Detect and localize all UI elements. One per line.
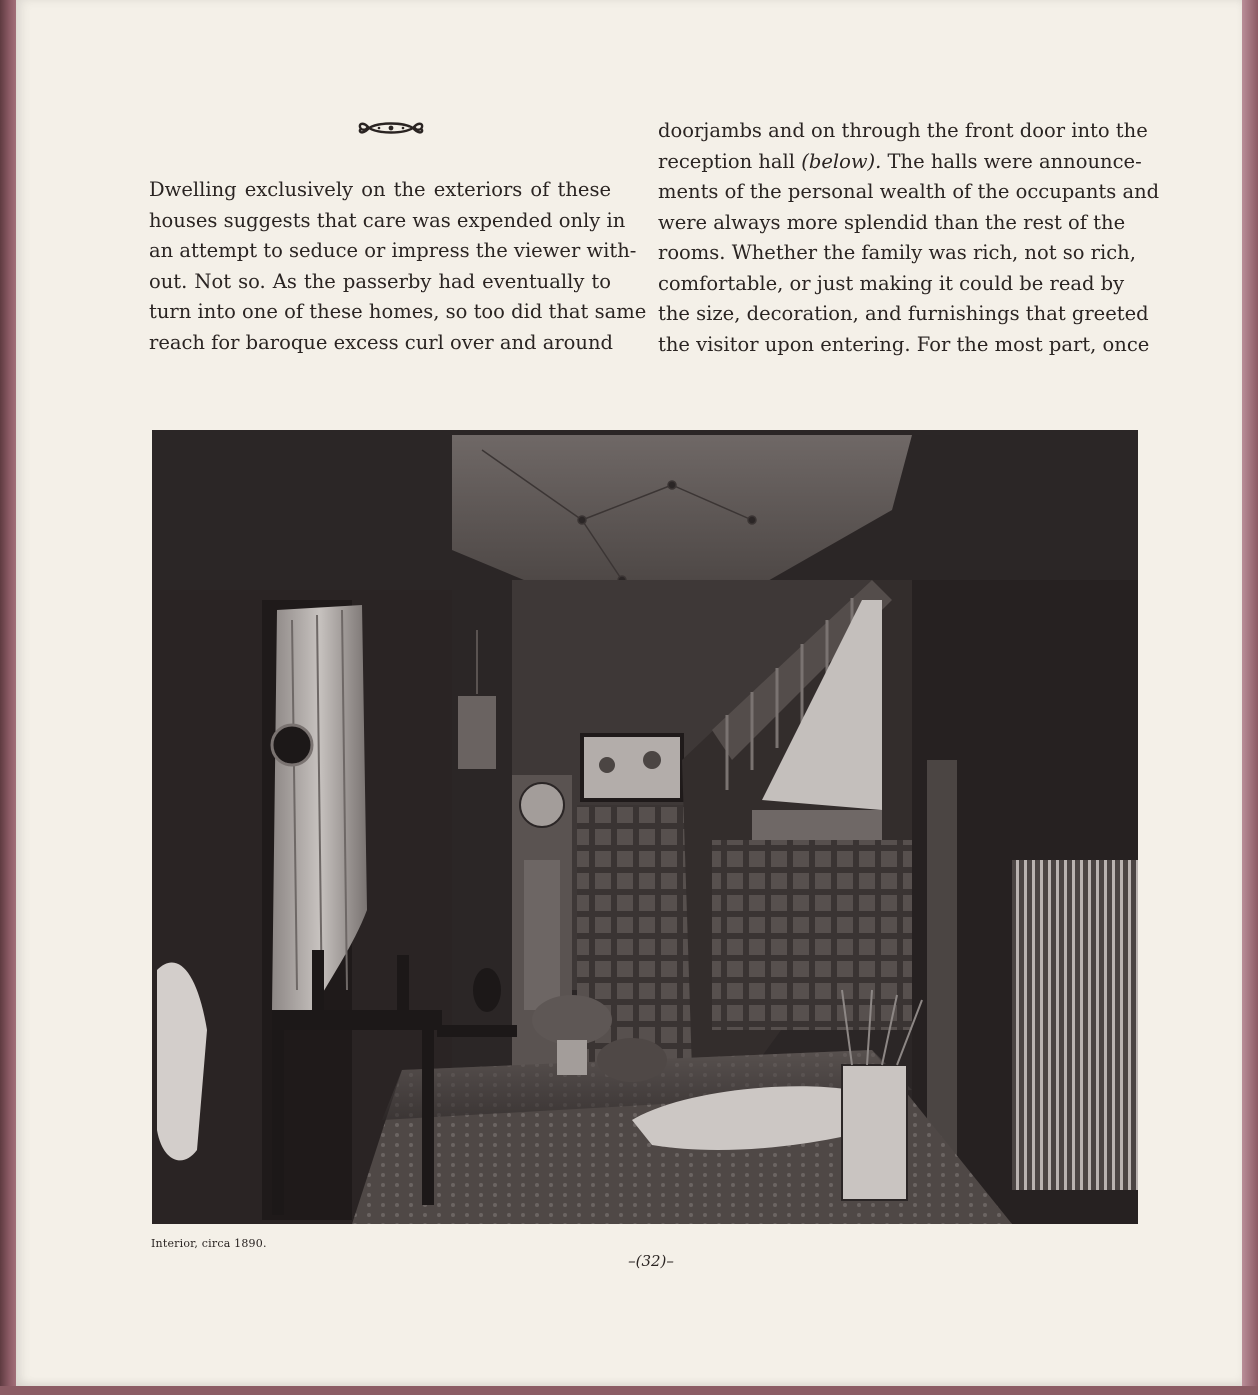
text-line: comfortable, or just making it could be read by (658, 271, 1125, 295)
book-binding-right (1242, 0, 1258, 1395)
book-binding-left (0, 0, 16, 1395)
text-fragment: reception hall (658, 149, 802, 173)
text-line: Dwelling exclusively on the exteriors of these (149, 178, 611, 201)
interior-photograph (152, 430, 1138, 1224)
text-line: were always more splendid than the rest of the (658, 210, 1126, 234)
text-line: doorjambs and on through the front door into the (658, 119, 1148, 142)
text-line: out. Not so. As the passerby had eventually to (149, 269, 611, 293)
text-line: houses suggests that care was expended only in (149, 208, 626, 232)
right-text-column (658, 116, 1160, 360)
text-line: ments of the personal wealth of the occupants and (658, 180, 1160, 203)
book-binding-bottom (0, 1386, 1258, 1395)
text-line: the size, decoration, and furnishings that greeted (658, 302, 1149, 325)
text-fragment: The halls were announce- (881, 149, 1142, 173)
text-line: turn into one of these homes, so too did that same (149, 300, 647, 323)
photo-caption: Interior, circa 1890. (151, 1237, 267, 1250)
text-line: the visitor upon entering. For the most part, once (658, 332, 1150, 356)
text-line (658, 147, 1142, 178)
left-text-column (149, 175, 647, 358)
fleuron-ornament-icon (355, 113, 427, 143)
text-line: rooms. Whether the family was rich, not so rich, (658, 241, 1136, 264)
text-line: reach for baroque excess curl over and around (149, 330, 614, 354)
page-number: –(32)– (628, 1252, 674, 1270)
text-line: an attempt to seduce or impress the viewer with- (149, 239, 637, 262)
italic-reference: (below). (801, 149, 882, 173)
